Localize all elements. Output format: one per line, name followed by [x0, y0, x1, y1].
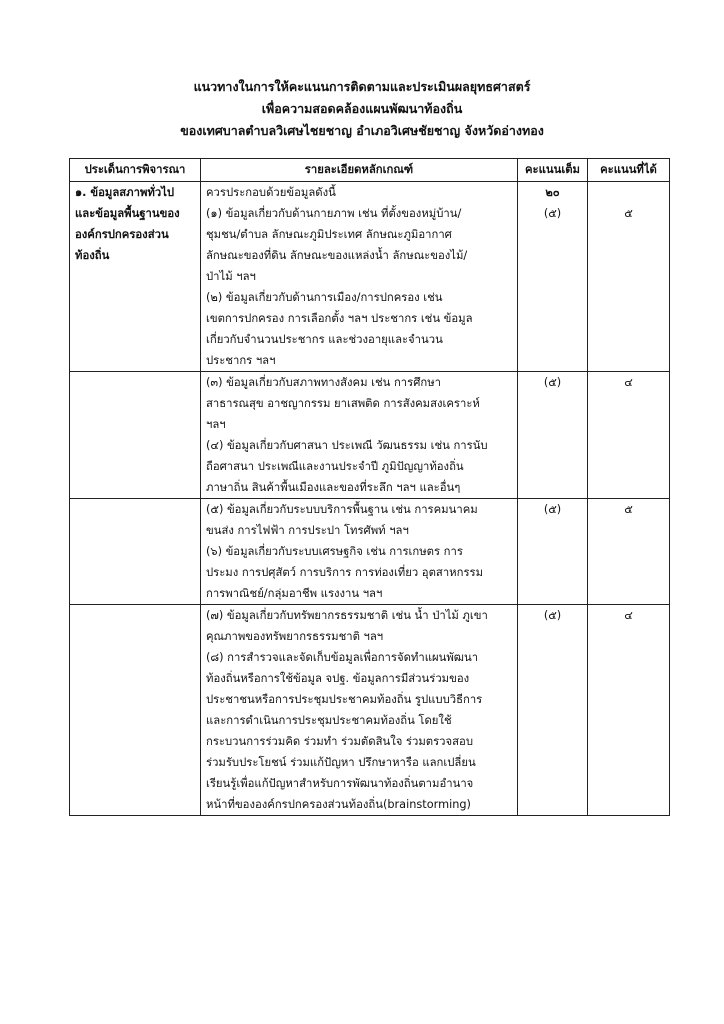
- full-score-cell: [518, 372, 588, 499]
- table-row: [70, 182, 670, 372]
- criteria-line: ภาษาถิ่น สินค้าพื้นเมืองและของที่ระลึก ฯลฯ และอื่นๆ: [206, 481, 461, 494]
- criteria-line: (๘) การสำรวจและจัดเก็บข้อมูลเพื่อการจัดทำแผนพัฒนา: [206, 651, 479, 664]
- criteria-line: ประชากร ฯลฯ: [206, 354, 276, 367]
- full-score-cell: [518, 182, 588, 372]
- score-got-value: ๔: [624, 609, 633, 622]
- criteria-line: ประชาชนหรือการประชุมประชาคมท้องถิ่น รูปแบบวิธีการ: [206, 693, 483, 706]
- topic-cell-continued: [70, 605, 201, 816]
- criteria-line: หน้าที่ขององค์กรปกครองส่วนท้องถิ่น(brainstorming): [206, 798, 471, 811]
- column-header-score-got: คะแนนที่ได้: [588, 159, 670, 182]
- criteria-line: ป่าไม้ ฯลฯ: [206, 270, 256, 283]
- score-got-cell: [588, 182, 670, 372]
- full-score-total: ๒๐: [545, 186, 560, 199]
- full-score-value: (๕): [543, 376, 562, 389]
- criteria-table: [69, 158, 670, 816]
- title-line-3: ของเทศบาลตำบลวิเศษไชยชาญ อำเภอวิเศษชัยชาญ จังหวัดอ่างทอง: [180, 123, 544, 138]
- full-score-value: (๕): [543, 609, 562, 622]
- column-header-topic: ประเด็นการพิจารณา: [70, 159, 201, 182]
- column-header-full-score: คะแนนเต็ม: [518, 159, 588, 182]
- title-line-2: เพื่อความสอดคล้องแผนพัฒนาท้องถิ่น: [261, 101, 463, 116]
- title-line-1: แนวทางในการให้คะแนนการติดตามและประเมินผลยุทธศาสตร์: [193, 79, 531, 94]
- full-score-cell: [518, 499, 588, 605]
- criteria-line: ควรประกอบด้วยข้อมูลดังนี้: [206, 186, 336, 199]
- topic-line: องค์กรปกครองส่วน: [75, 228, 169, 241]
- column-header-criteria: รายละเอียดหลักเกณฑ์: [201, 159, 518, 182]
- score-got-value: ๕: [624, 207, 633, 220]
- document-title: [0, 76, 724, 142]
- criteria-line: (๓) ข้อมูลเกี่ยวกับสภาพทางสังคม เช่น การศึกษา: [206, 376, 442, 389]
- topic-cell-continued: [70, 499, 201, 605]
- topic-line: และข้อมูลพื้นฐานของ: [75, 207, 180, 220]
- criteria-line: (๑) ข้อมูลเกี่ยวกับด้านกายภาพ เช่น ที่ตั้งของหมู่บ้าน/: [206, 207, 462, 220]
- topic-cell-continued: [70, 372, 201, 499]
- topic-line: ๑. ข้อมูลสภาพทั่วไป: [75, 186, 175, 199]
- criteria-line: ถือศาสนา ประเพณีและงานประจำปี ภูมิปัญญาท้องถิ่น: [206, 460, 464, 473]
- criteria-line: คุณภาพของทรัพยากรธรรมชาติ ฯลฯ: [206, 630, 384, 643]
- full-score-value: (๕): [543, 207, 562, 220]
- criteria-line: ฯลฯ: [206, 418, 226, 431]
- criteria-line: สาธารณสุข อาชญากรรม ยาเสพติด การสังคมสงเคราะห์: [206, 397, 480, 410]
- criteria-line: เกี่ยวกับจำนวนประชากร และช่วงอายุและจำนวน: [206, 333, 443, 346]
- criteria-line: ร่วมรับประโยชน์ ร่วมแก้ปัญหา ปรึกษาหารือ แลกเปลี่ยน: [206, 756, 476, 769]
- table-row: [70, 499, 670, 605]
- criteria-line: ท้องถิ่นหรือการใช้ข้อมูล จปฐ. ข้อมูลการมีส่วนร่วมของ: [206, 672, 470, 685]
- score-got-cell: [588, 605, 670, 816]
- topic-cell: [70, 182, 201, 372]
- criteria-line: เขตการปกครอง การเลือกตั้ง ฯลฯ ประชากร เช่น ข้อมูล: [206, 312, 473, 325]
- score-got-value: ๔: [624, 376, 633, 389]
- criteria-cell: [201, 499, 518, 605]
- criteria-line: (๖) ข้อมูลเกี่ยวกับระบบเศรษฐกิจ เช่น การเกษตร การ: [206, 545, 463, 558]
- criteria-line: (๒) ข้อมูลเกี่ยวกับด้านการเมือง/การปกครอง เช่น: [206, 291, 443, 304]
- table-row: [70, 372, 670, 499]
- table-row: [70, 605, 670, 816]
- criteria-line: กระบวนการร่วมคิด ร่วมทำ ร่วมตัดสินใจ ร่วมตรวจสอบ: [206, 735, 473, 748]
- criteria-cell: [201, 182, 518, 372]
- criteria-line: ลักษณะของที่ดิน ลักษณะของแหล่งน้ำ ลักษณะของไม้/: [206, 249, 468, 262]
- criteria-cell: [201, 372, 518, 499]
- criteria-line: ชุมชน/ตำบล ลักษณะภูมิประเทศ ลักษณะภูมิอากาศ: [206, 228, 452, 241]
- criteria-line: เรียนรู้เพื่อแก้ปัญหาสำหรับการพัฒนาท้องถิ่นตามอำนาจ: [206, 777, 474, 790]
- topic-line: ท้องถิ่น: [75, 249, 110, 262]
- criteria-line: และการดำเนินการประชุมประชาคมท้องถิ่น โดยใช้: [206, 714, 452, 727]
- criteria-line: (๕) ข้อมูลเกี่ยวกับระบบบริการพื้นฐาน เช่น การคมนาคม: [206, 503, 478, 516]
- criteria-cell: [201, 605, 518, 816]
- full-score-value: (๕): [543, 503, 562, 516]
- full-score-cell: [518, 605, 588, 816]
- score-got-cell: [588, 372, 670, 499]
- criteria-line: ขนส่ง การไฟฟ้า การประปา โทรศัพท์ ฯลฯ: [206, 524, 409, 537]
- table-header-row: [70, 159, 670, 182]
- criteria-line: การพาณิชย์/กลุ่มอาชีพ แรงงาน ฯลฯ: [206, 587, 383, 600]
- score-got-value: ๕: [624, 503, 633, 516]
- score-got-cell: [588, 499, 670, 605]
- criteria-line: ประมง การปศุสัตว์ การบริการ การท่องเที่ยว อุตสาหกรรม: [206, 566, 484, 579]
- criteria-line: (๔) ข้อมูลเกี่ยวกับศาสนา ประเพณี วัฒนธรรม เช่น การนับ: [206, 439, 488, 452]
- criteria-line: (๗) ข้อมูลเกี่ยวกับทรัพยากรธรรมชาติ เช่น น้ำ ป่าไม้ ภูเขา: [206, 609, 488, 622]
